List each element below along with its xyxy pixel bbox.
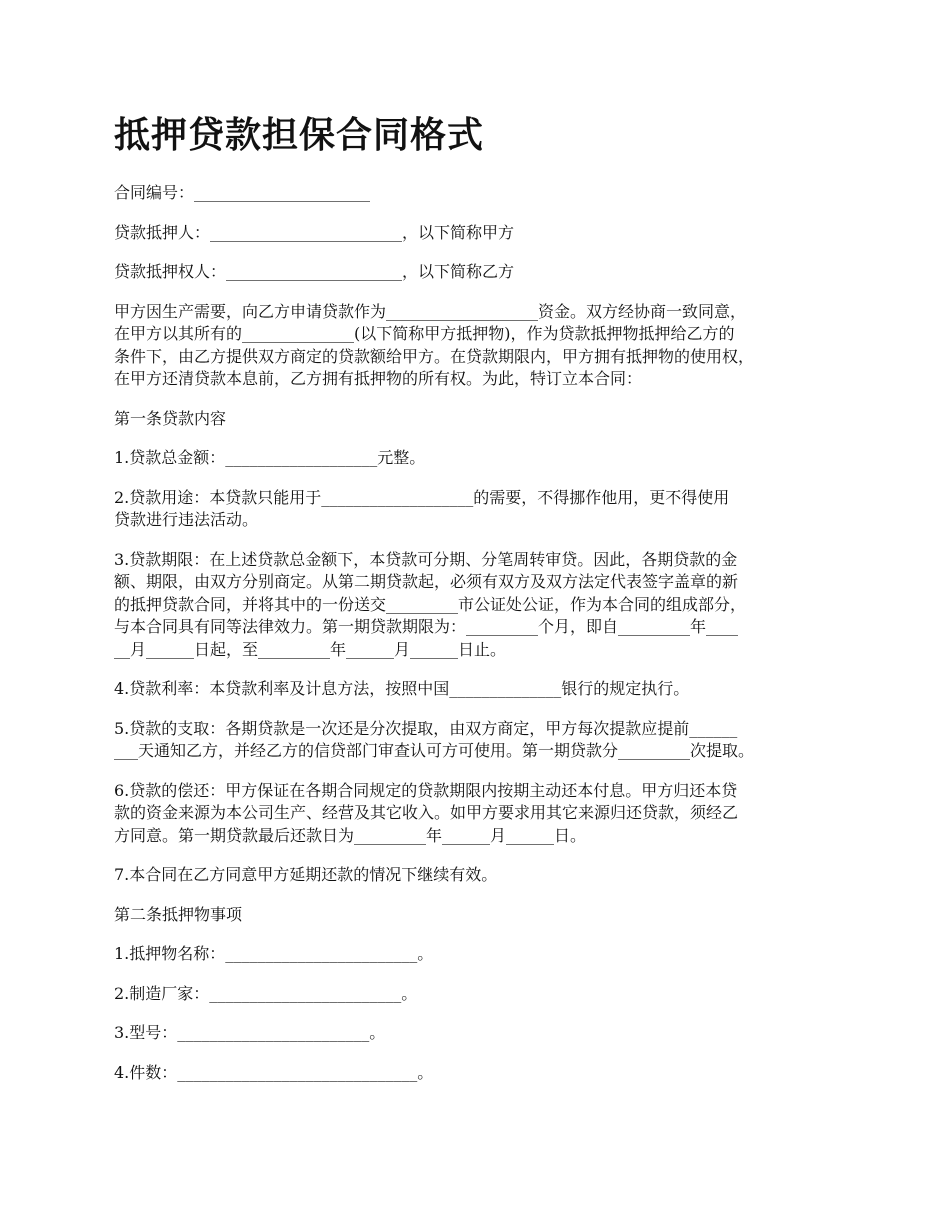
text-line: 在甲方以其所有的______________(以下简称甲方抵押物)，作为贷款抵押物抵押给乙方的 [114, 324, 735, 343]
text-line: 贷款抵押权人：______________________，以下简称乙方 [114, 262, 515, 281]
text-line: 方同意。第一期贷款最后还款日为_________年______月______日。 [114, 825, 587, 845]
text-line: 贷款进行违法活动。 [114, 510, 259, 529]
text-line: __月______日起，至_________年______月______日止。 [114, 639, 507, 659]
clause-2-1-collateral-name [114, 943, 854, 966]
text-line: 6.贷款的偿还：甲方保证在各期合同规定的贷款期限内按期主动还本付息。甲方归还本贷 [114, 780, 738, 800]
section-2-heading [114, 904, 854, 927]
document-body [114, 182, 854, 1084]
text-line: 7.本合同在乙方同意甲方延期还款的情况下继续有效。 [114, 865, 498, 884]
text-line: 第一条贷款内容 [114, 408, 227, 428]
mortgagee-field [114, 261, 854, 284]
text-line: 1.贷款总金额：___________________元整。 [114, 448, 426, 467]
text-line: 5.贷款的支取：各期贷款是一次还是分次提取，由双方商定，甲方每次提款应提前______ [114, 718, 738, 738]
clause-1-2-purpose [114, 487, 854, 532]
text-line: 条件下，由乙方提供双方商定的贷款额给甲方。在贷款期限内，甲方拥有抵押物的使用权， [114, 346, 755, 366]
mortgagor-field [114, 222, 854, 245]
text-line: 额、期限，由双方分别商定。从第二期贷款起，必须有双方及双方法定代表签字盖章的新 [114, 572, 739, 591]
clause-1-1-total-amount [114, 447, 854, 470]
text-line: 款的资金来源为本公司生产、经营及其它收入。如甲方要求用其它来源归还贷款，须经乙 [114, 803, 739, 822]
document-title: 抵押贷款担保合同格式 [114, 115, 485, 156]
preamble-paragraph [114, 301, 854, 391]
clause-2-2-manufacturer [114, 983, 854, 1006]
text-line: 与本合同具有同等法律效力。第一期贷款期限为：_________个月，即自_________年____ [114, 617, 739, 636]
text-line: 合同编号：______________________ [114, 183, 371, 202]
text-line: 2.制造厂家：________________________。 [114, 983, 418, 1003]
text-line: 第二条抵押物事项 [114, 904, 243, 924]
section-1-heading [114, 408, 854, 431]
text-line: 4.贷款利率：本贷款利率及计息方法，按照中国______________银行的规定执行。 [114, 679, 690, 698]
text-line: 3.贷款期限：在上述贷款总金额下，本贷款可分期、分笔周转审贷。因此，各期贷款的金 [114, 549, 738, 569]
clause-1-7-extension [114, 864, 854, 887]
clause-1-5-withdrawal [114, 718, 854, 763]
text-line: 在甲方还清贷款本息前，乙方拥有抵押物的所有权。为此，特订立本合同： [114, 369, 643, 388]
text-line: 甲方因生产需要，向乙方申请贷款作为___________________资金。双方经协商一致同意， [114, 301, 747, 321]
clause-1-6-repayment [114, 780, 854, 848]
text-line: 4.件数：______________________________。 [114, 1062, 434, 1082]
text-line: 1.抵押物名称：________________________。 [114, 944, 434, 963]
text-line: ___天通知乙方，并经乙方的信贷部门审查认可方可使用。第一期贷款分_________次提取。 [114, 741, 755, 760]
clause-1-4-interest-rate [114, 678, 854, 701]
text-line: 2.贷款用途：本贷款只能用于___________________的需要，不得挪作他用，更不得使用 [114, 487, 730, 507]
clause-2-3-model [114, 1022, 854, 1045]
text-line: 的抵押贷款合同，并将其中的一份送交_________市公证处公证，作为本合同的组成部分， [114, 594, 747, 614]
clause-1-3-term [114, 549, 854, 662]
text-line: 贷款抵押人：________________________，以下简称甲方 [114, 222, 515, 242]
document-page [114, 110, 854, 1101]
clause-2-4-quantity [114, 1062, 854, 1085]
text-line: 3.型号：________________________。 [114, 1023, 386, 1042]
contract-number-field [114, 182, 854, 205]
